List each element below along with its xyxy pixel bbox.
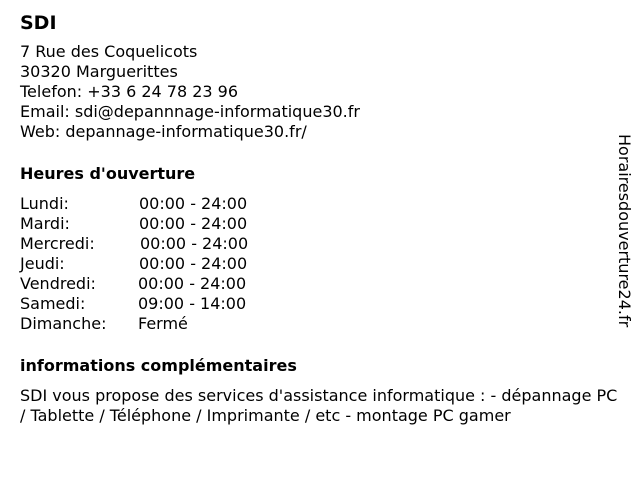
email-line[interactable]: Email: sdi@depannnage-informatique30.fr	[20, 102, 360, 121]
hours-time: 09:00 - 14:00	[138, 294, 247, 313]
hours-row	[20, 214, 610, 234]
phone-line[interactable]: Telefon: +33 6 24 78 23 96	[20, 82, 239, 101]
hours-day: Vendredi:	[20, 274, 96, 293]
hours-row	[20, 254, 610, 274]
hours-day: Lundi:	[20, 194, 69, 213]
info-heading: informations complémentaires	[20, 356, 297, 375]
hours-time: 00:00 - 24:00	[139, 214, 248, 233]
web-line[interactable]: Web: depannage-informatique30.fr/	[20, 122, 307, 141]
hours-day: Jeudi:	[20, 254, 65, 273]
hours-heading: Heures d'ouverture	[20, 164, 196, 183]
hours-time: Fermé	[138, 314, 188, 333]
info-description: SDI vous propose des services d'assistance informatique : - dépannage PC / Tablette / Téléphone / Imprimante / etc - montage PC gamer	[20, 386, 618, 425]
hours-time: 00:00 - 24:00	[138, 274, 247, 293]
hours-time: 00:00 - 24:00	[139, 194, 248, 213]
address-line-2: 30320 Marguerittes	[20, 62, 178, 81]
hours-day: Dimanche:	[20, 314, 107, 333]
hours-day: Mardi:	[20, 214, 70, 233]
hours-row	[20, 274, 610, 294]
hours-day: Samedi:	[20, 294, 86, 313]
business-card	[20, 10, 618, 426]
hours-time: 00:00 - 24:00	[140, 234, 249, 253]
hours-row	[20, 194, 610, 214]
hours-row	[20, 234, 610, 254]
site-watermark: Horairesdouverture24.fr	[615, 134, 634, 328]
address-line-1: 7 Rue des Coquelicots	[20, 42, 198, 61]
hours-time: 00:00 - 24:00	[139, 254, 248, 273]
business-name: SDI	[20, 12, 57, 34]
hours-day: Mercredi:	[20, 234, 95, 253]
hours-row	[20, 294, 610, 314]
hours-row	[20, 314, 610, 334]
